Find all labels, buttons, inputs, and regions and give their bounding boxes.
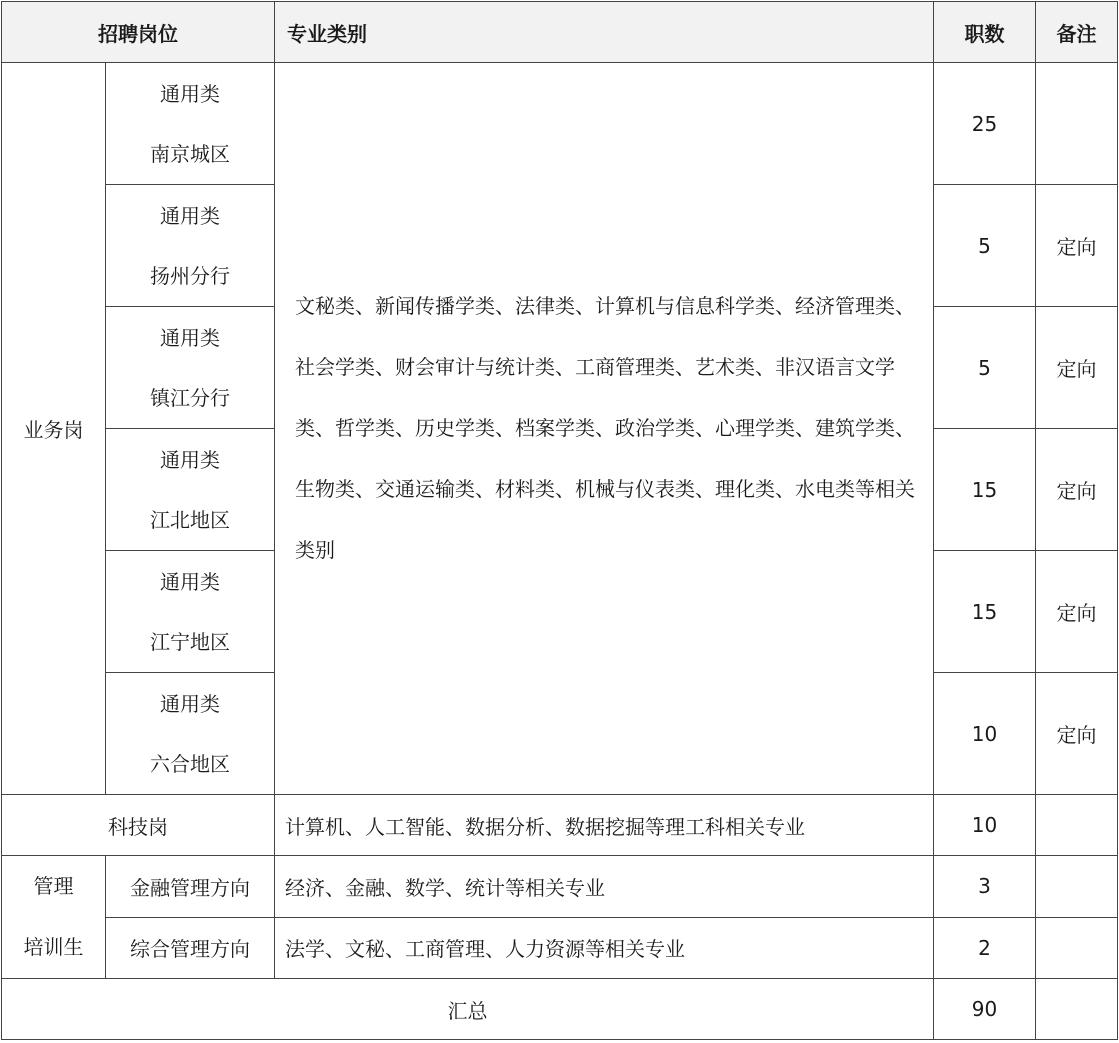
header-row	[2, 2, 1118, 63]
remark-cell: 定向	[1036, 551, 1118, 673]
remark-cell: 定向	[1036, 307, 1118, 429]
recruitment-table	[1, 1, 1118, 1040]
business-sub-cell: 通用类 扬州分行	[106, 185, 275, 307]
trainee-major-cell: 法学、文秘、工商管理、人力资源等相关专业	[275, 917, 934, 979]
header-count: 职数	[934, 2, 1036, 63]
business-sub-cell: 通用类 江宁地区	[106, 551, 275, 673]
count-cell: 15	[934, 429, 1036, 551]
remark-cell	[1036, 917, 1118, 979]
table-row	[2, 917, 1118, 979]
trainee-major-cell: 经济、金融、数学、统计等相关专业	[275, 856, 934, 918]
count-cell: 5	[934, 307, 1036, 429]
remark-cell: 定向	[1036, 185, 1118, 307]
remark-cell	[1036, 795, 1118, 856]
total-label-cell: 汇总	[2, 979, 934, 1040]
table-row	[2, 63, 1118, 185]
trainee-group-cell: 管理 培训生	[2, 856, 106, 979]
header-remark: 备注	[1036, 2, 1118, 63]
header-position: 招聘岗位	[2, 2, 275, 63]
business-major-cell: 文秘类、新闻传播学类、法律类、计算机与信息科学类、经济管理类、社会学类、财会审计与统计类、工商管理类、艺术类、非汉语言文学类、哲学类、历史学类、档案学类、政治学类、心理学类、建筑学类、生物类、交通运输类、材料类、机械与仪表类、理化类、水电类等相关类别	[275, 63, 934, 795]
remark-cell	[1036, 856, 1118, 918]
trainee-direction-cell: 综合管理方向	[106, 917, 275, 979]
remark-cell: 定向	[1036, 429, 1118, 551]
total-count-cell: 90	[934, 979, 1036, 1040]
table-row	[2, 856, 1118, 918]
trainee-direction-cell: 金融管理方向	[106, 856, 275, 918]
count-cell: 2	[934, 917, 1036, 979]
count-cell: 10	[934, 673, 1036, 795]
count-cell: 5	[934, 185, 1036, 307]
remark-cell	[1036, 979, 1118, 1040]
business-sub-cell: 通用类 江北地区	[106, 429, 275, 551]
count-cell: 10	[934, 795, 1036, 856]
business-sub-cell: 通用类 六合地区	[106, 673, 275, 795]
tech-position-cell: 科技岗	[2, 795, 275, 856]
business-sub-cell: 通用类 南京城区	[106, 63, 275, 185]
business-sub-cell: 通用类 镇江分行	[106, 307, 275, 429]
table-row	[2, 795, 1118, 856]
count-cell: 25	[934, 63, 1036, 185]
tech-major-cell: 计算机、人工智能、数据分析、数据挖掘等理工科相关专业	[275, 795, 934, 856]
header-major: 专业类别	[275, 2, 934, 63]
count-cell: 15	[934, 551, 1036, 673]
total-row	[2, 979, 1118, 1040]
remark-cell: 定向	[1036, 673, 1118, 795]
business-group-cell: 业务岗	[2, 63, 106, 795]
remark-cell	[1036, 63, 1118, 185]
count-cell: 3	[934, 856, 1036, 918]
